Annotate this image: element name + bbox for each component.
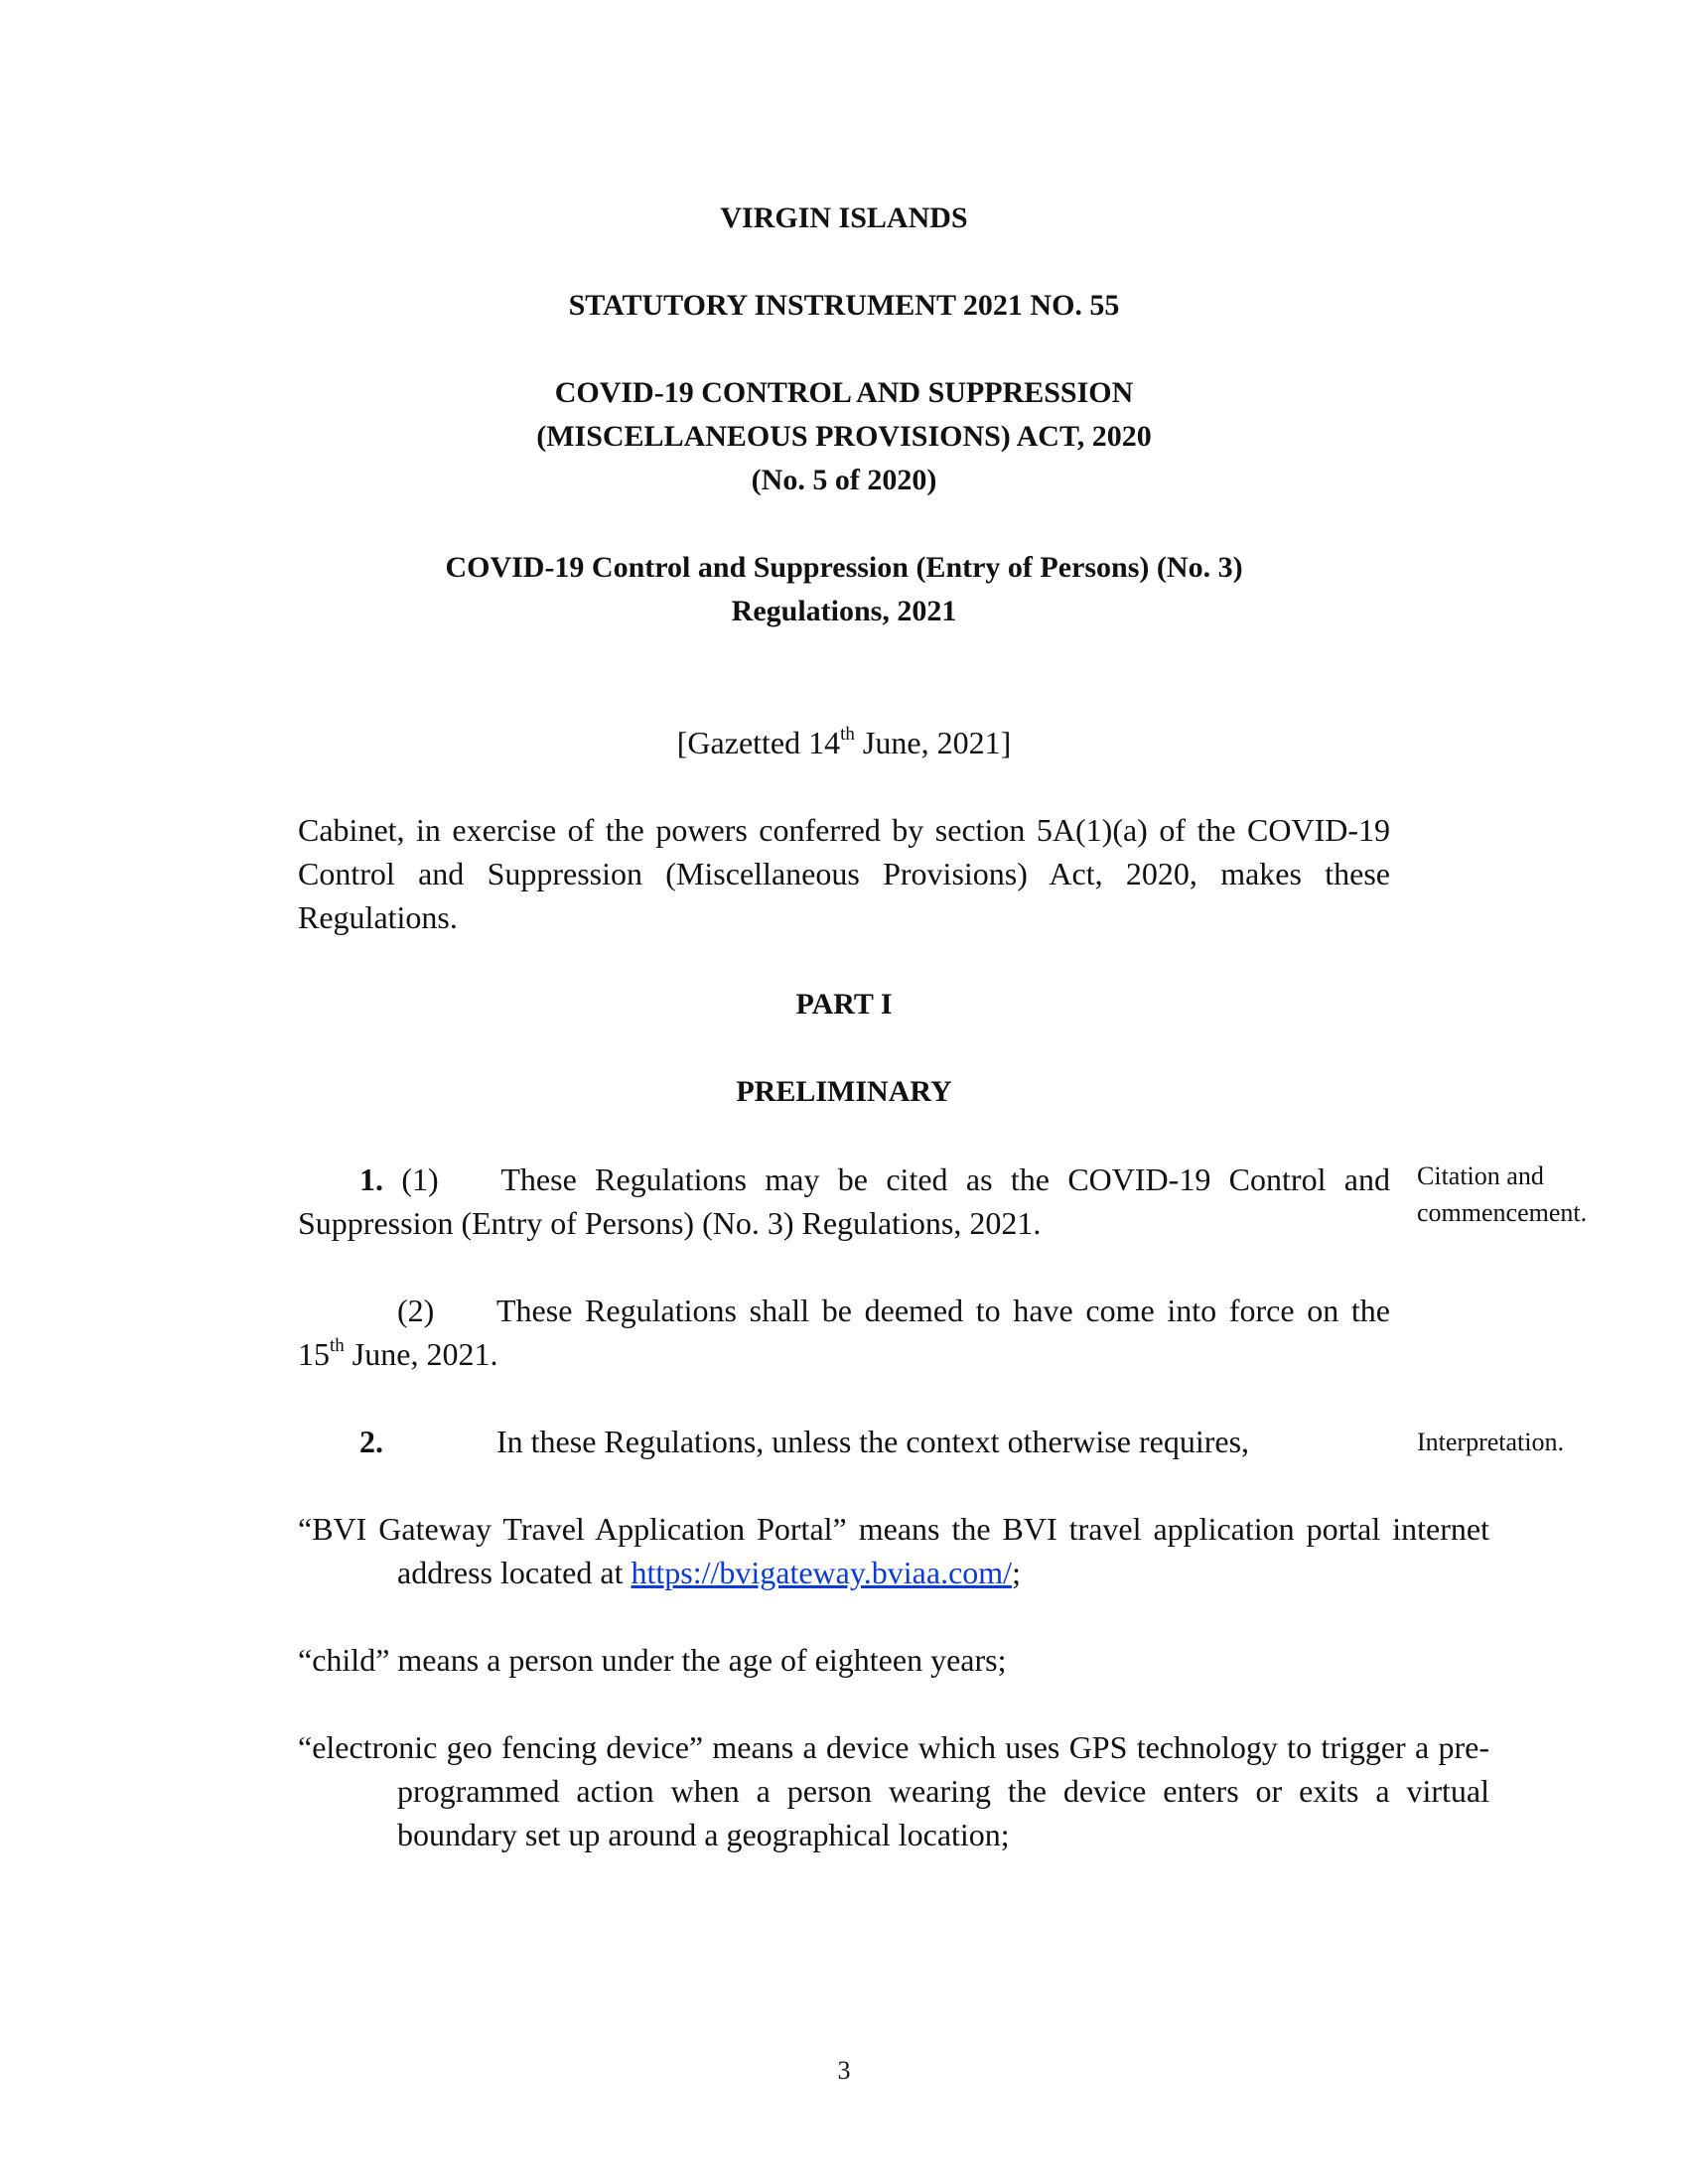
section-1-sub2-text: These Regulations shall be deemed to have come into force on the <box>496 1293 1390 1328</box>
instrument-heading: STATUTORY INSTRUMENT 2021 NO. 55 <box>568 289 1120 322</box>
jurisdiction-heading: VIRGIN ISLANDS <box>720 202 968 234</box>
preamble-paragraph: Cabinet, in exercise of the powers conferred by section 5A(1)(a) of the COVID-19 Control and Suppression (Miscellaneous Provisions) Act, 2020, makes these Regulations. <box>298 812 1390 935</box>
section-1-subsection-2 <box>298 1289 1390 1376</box>
margin-note-interpretation: Interpretation. <box>1417 1428 1564 1456</box>
section-1-sub2-label: (2) <box>397 1293 435 1328</box>
part-title: PRELIMINARY <box>736 1075 952 1108</box>
part-number: PART I <box>795 988 893 1021</box>
regulations-title-line1: COVID-19 Control and Suppression (Entry of Persons) (No. 3) <box>445 551 1243 584</box>
section-1-number: 1. <box>359 1161 383 1197</box>
page-number: 3 <box>837 2056 851 2085</box>
definition-bvi-gateway: “BVI Gateway Travel Application Portal” means the BVI travel application portal internet address located at https://bvigateway.bviaa.com/; <box>298 1511 1489 1590</box>
section-2-number: 2. <box>359 1424 383 1459</box>
section-1-sub1-text: These Regulations may be cited as the COVID-19 Control and Suppression (Entry of Persons) (No. 3) Regulations, 2021. <box>298 1161 1391 1241</box>
definition-geo-fencing-device: “electronic geo fencing device” means a device which uses GPS technology to trigger a pre-programmed action when a person wearing the device enters or exits a virtual boundary set up around a geographical location; <box>298 1729 1489 1852</box>
section-1-subsection-1 <box>298 1158 1390 1245</box>
act-title-line1: COVID-19 CONTROL AND SUPPRESSION <box>554 376 1134 409</box>
section-2 <box>298 1420 1390 1463</box>
act-title-line2: (MISCELLANEOUS PROVISIONS) ACT, 2020 <box>536 420 1152 453</box>
bvi-gateway-link[interactable]: https://bvigateway.bviaa.com/ <box>631 1555 1013 1590</box>
section-1-sub1-label: (1) <box>401 1161 439 1197</box>
regulations-title-line2: Regulations, 2021 <box>731 595 957 627</box>
act-number: (No. 5 of 2020) <box>751 464 937 496</box>
section-2-text: In these Regulations, unless the context otherwise requires, <box>496 1424 1250 1459</box>
gazetted-date: [Gazetted 14th June, 2021] <box>676 724 1012 760</box>
definition-child: “child” means a person under the age of eighteen years; <box>298 1642 1007 1678</box>
margin-note-citation: Citation and commencement. <box>1417 1161 1588 1227</box>
section-1-sub2-date: 15th June, 2021. <box>298 1335 498 1372</box>
